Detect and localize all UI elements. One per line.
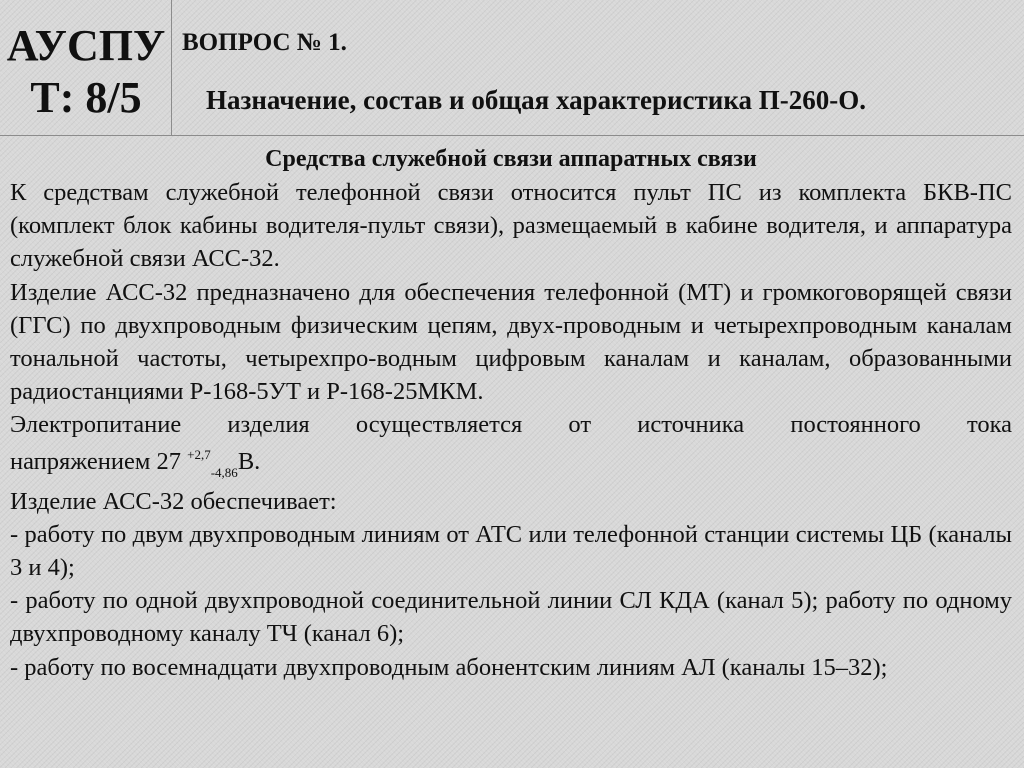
list-item: - работу по одной двухпроводной соединительной линии СЛ КДА (канал 5); работу по одному двухпроводному каналу ТЧ (канал 6); (10, 587, 1012, 648)
voltage-line (10, 442, 1012, 485)
question-box (172, 0, 1024, 136)
paragraph-power-supply: Электропитание изделия осуществляется от источника постоянного тока (10, 411, 1012, 439)
list-item: - работу по восемнадцати двухпроводным абонентским линиям АЛ (каналы 15–32); (10, 653, 888, 681)
question-title: Назначение, состав и общая характеристика П-260-О. (206, 85, 866, 115)
question-number: ВОПРОС № 1. (182, 29, 347, 56)
voltage-unit: В. (237, 447, 261, 475)
section-title: Средства служебной связи аппаратных связи (265, 146, 757, 172)
list-item: - работу по двум двухпроводным линиям от АТС или телефонной станции системы ЦБ (каналы 3 и 4); (10, 520, 1012, 582)
topic-number: Т: 8/5 (30, 73, 142, 122)
slide-content (10, 143, 1012, 684)
voltage-lower-tolerance: -4,86 (210, 464, 238, 480)
voltage-upper-tolerance: +2,7 (187, 446, 211, 462)
paragraph-intro: К средствам служебной телефонной связи относится пульт ПС из комплекта БКВ-ПС (комплект блок кабины водителя-пульт связи), размещаемый в кабине водителя, и аппаратура служебной связи АСС-32. (10, 179, 1012, 273)
paragraph-acc32-purpose: Изделие АСС-32 предназначено для обеспечения телефонной (МТ) и громкоговорящей связи (ГГС) по двухпроводным физическим цепям, двух-проводным и четырехпроводным каналам тональной частоты, четырехпро-водным цифровым каналам и каналам, образованными радиостанциями Р-168-5УТ и Р-168-25МКМ. (10, 278, 1012, 406)
paragraph-provides: Изделие АСС-32 обеспечивает: (10, 487, 337, 515)
voltage-prefix: напряжением 27 (10, 447, 181, 475)
course-code: АУСПУ (6, 21, 166, 70)
course-code-box (0, 0, 172, 136)
slide-header (0, 0, 1024, 136)
